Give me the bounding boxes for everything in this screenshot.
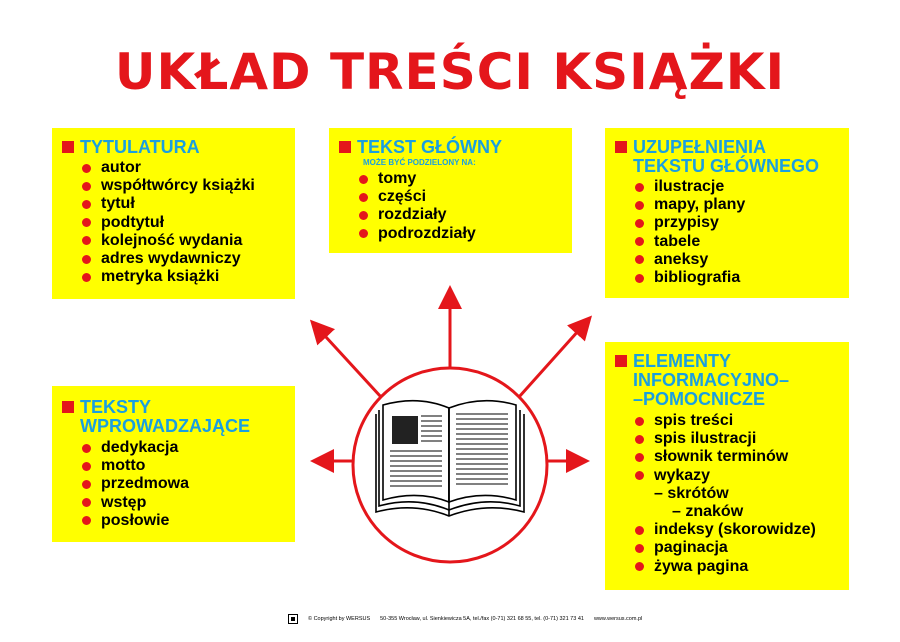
list-item: tabele	[635, 233, 849, 251]
bullet-dot-icon	[82, 444, 91, 453]
bullet-dot-icon	[82, 182, 91, 191]
list-item: spis treści	[635, 412, 849, 430]
bullet-dot-icon	[635, 183, 644, 192]
bullet-dot-icon	[635, 201, 644, 210]
bullet-dot-icon	[635, 255, 644, 264]
bullet-dot-icon	[635, 435, 644, 444]
list-item: adres wydawniczy	[82, 250, 295, 268]
list-item: paginacja	[635, 539, 849, 557]
list-item: indeksy (skorowidze)	[635, 521, 849, 539]
bullet-square-icon	[615, 355, 627, 367]
list-item: podtytuł	[82, 214, 295, 232]
sub-list-item: – znaków	[672, 503, 744, 521]
bullet-dot-icon	[635, 471, 644, 480]
bullet-square-icon	[615, 141, 627, 153]
list-item: słownik terminów	[635, 448, 849, 466]
list-item: metryka książki	[82, 268, 295, 286]
list-item: posłowie	[82, 512, 295, 530]
box-tytulatura	[52, 128, 295, 299]
list-item: kolejność wydania	[82, 232, 295, 250]
footer-website: www.wersus.com.pl	[593, 616, 643, 622]
bullet-square-icon	[62, 401, 74, 413]
bullet-dot-icon	[82, 273, 91, 282]
bullet-dot-icon	[82, 498, 91, 507]
list-item: rozdziały	[359, 206, 572, 224]
bullet-dot-icon	[82, 218, 91, 227]
list-item: tytuł	[82, 195, 295, 213]
list-item: wstęp	[82, 494, 295, 512]
bullet-dot-icon	[635, 417, 644, 426]
list-item: spis ilustracji	[635, 430, 849, 448]
bullet-dot-icon	[635, 237, 644, 246]
bullet-dot-icon	[82, 164, 91, 173]
bullet-dot-icon	[359, 211, 368, 220]
list-item: bibliografia	[635, 269, 849, 287]
bullet-dot-icon	[82, 462, 91, 471]
list-item: przypisy	[635, 214, 849, 232]
bullet-dot-icon	[359, 193, 368, 202]
publisher-logo-icon	[288, 614, 298, 624]
bullet-dot-icon	[82, 480, 91, 489]
list-item: żywa pagina	[635, 558, 849, 576]
box-heading: ELEMENTY INFORMACYJNO– –POMOCNICZE	[615, 352, 849, 409]
list-item: współtwórcy książki	[82, 177, 295, 195]
list-item: aneksy	[635, 251, 849, 269]
box-wprowadzajace	[52, 386, 295, 542]
box-heading: TYTULATURA	[62, 138, 295, 157]
list-item: autor	[82, 159, 295, 177]
arrow-upper-right	[519, 320, 588, 397]
box-heading: UZUPEŁNIENIA TEKSTU GŁÓWNEGO	[615, 138, 849, 176]
bullet-square-icon	[62, 141, 74, 153]
arrow-upper-left	[314, 324, 381, 397]
list-item: mapy, plany	[635, 196, 849, 214]
bullet-dot-icon	[635, 544, 644, 553]
bullet-dot-icon	[635, 274, 644, 283]
bullet-dot-icon	[82, 236, 91, 245]
box-subheading: MOŻE BYĆ PODZIELONY NA:	[363, 158, 476, 167]
bullet-dot-icon	[359, 175, 368, 184]
bullet-dot-icon	[82, 516, 91, 525]
box-heading: TEKST GŁÓWNY	[339, 138, 572, 157]
box-uzupelnienia	[605, 128, 849, 298]
list-item: motto	[82, 457, 295, 475]
bullet-dot-icon	[635, 562, 644, 571]
footer	[288, 614, 642, 624]
bullet-dot-icon	[635, 526, 644, 535]
bullet-dot-icon	[359, 229, 368, 238]
bullet-dot-icon	[635, 219, 644, 228]
list-item: części	[359, 188, 572, 206]
list-item: podrozdziały	[359, 225, 572, 243]
box-elementy	[605, 342, 849, 590]
footer-copyright: © Copyright by WERSUS	[308, 616, 371, 622]
open-book-icon	[376, 401, 524, 516]
list-item: tomy	[359, 170, 572, 188]
list-item: dedykacja	[82, 439, 295, 457]
sub-list-item: – skrótów	[654, 484, 729, 502]
bullet-dot-icon	[635, 453, 644, 462]
box-tekst-glowny	[329, 128, 572, 253]
list-item: wykazy	[635, 467, 849, 485]
page-title: UKŁAD TREŚCI KSIĄŻKI	[114, 43, 786, 101]
bullet-dot-icon	[82, 255, 91, 264]
list-item: ilustracje	[635, 178, 849, 196]
box-heading: TEKSTY WPROWADZAJĄCE	[62, 398, 295, 436]
bullet-square-icon	[339, 141, 351, 153]
list-item: przedmowa	[82, 475, 295, 493]
footer-address: 50-355 Wrocław, ul. Sienkiewicza 5A, tel./fax (0-71) 321 68 55, tel. (0-71) 321 73 41	[380, 616, 584, 622]
bullet-dot-icon	[82, 200, 91, 209]
